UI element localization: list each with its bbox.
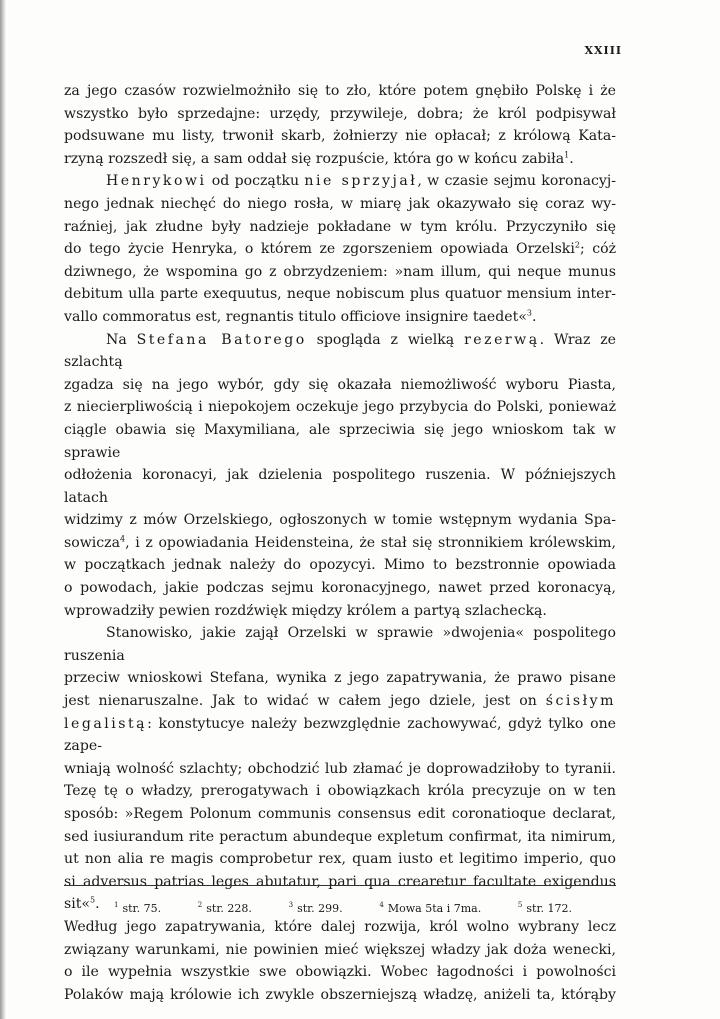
text-line — [64, 600, 616, 623]
text-line — [64, 396, 616, 419]
footnote-ref: 4 — [120, 534, 126, 544]
text-line — [64, 916, 616, 939]
text-run: podsuwane mu listy, trwonił skarb, żołnierzy nie opłacał; z królową Kata- — [64, 128, 616, 145]
text-run: od początku — [206, 173, 305, 190]
text-run: przeciw wnioskowi Stefana, wynika z jego zapatrywania, że prawo pisane — [64, 670, 616, 687]
text-line — [64, 713, 616, 758]
text-line — [64, 374, 616, 397]
text-line — [64, 125, 616, 148]
footnote-number: 2 — [197, 901, 203, 910]
text-run: nie sprzyjał — [304, 173, 418, 190]
footnote-ref: 2 — [574, 240, 580, 250]
text-line — [64, 667, 616, 690]
text-line — [64, 780, 616, 803]
text-run: sposób: »Regem Polonum communis consensus edit coronatioque declarat, — [64, 806, 616, 822]
text-run: raźniej, jak złudne były nadzieje pokładane w tym królu. Przyczyniło się — [64, 218, 616, 235]
text-run: Henrykowi — [106, 173, 207, 190]
footnote-ref: 3 — [526, 308, 532, 318]
text-line — [64, 532, 616, 555]
text-run: Polaków mają królowie ich zwykle obszerniejszą władzę, aniżeli ta, którąby — [64, 986, 616, 1003]
text-run: wszystko było sprzedajne: urzędy, przywileje, dobra; że król podpisywał — [64, 105, 616, 122]
footnote-text: str. 299. — [297, 902, 343, 915]
text-run: : konstytucye należy bezwzględnie zachowywać, gdyż tylko one zape- — [64, 715, 616, 755]
text-run: sowicza — [64, 534, 121, 551]
footnote-number: 4 — [379, 901, 384, 910]
footnote-text: str. 172. — [526, 902, 572, 915]
text-run: , i z opowiadania Heidensteina, że stał się stronnikiem królewskim, — [125, 534, 616, 551]
text-run: z niecierpliwością i niepokojem oczekuje jego przybycia do Polski, ponieważ — [64, 399, 616, 416]
body-text — [64, 80, 616, 1006]
text-line — [64, 622, 616, 667]
text-run: , w czasie sejmu koronacyj- — [417, 173, 616, 190]
text-line — [64, 939, 616, 962]
footnote — [518, 902, 572, 915]
page-number: XXIII — [584, 44, 622, 57]
text-line — [64, 577, 616, 600]
text-run: nego jednak niechęć do niego rosła, w miarę jak okazywało się coraz wy- — [64, 195, 616, 212]
text-run: o ile wypełnia wszystkie swe obowiązki. Wobec łagodności i powolności — [64, 964, 616, 981]
text-line — [64, 984, 616, 1007]
footnote-divider — [64, 885, 616, 886]
text-run: związany warunkami, nie powinien mieć większej władzy jak doża wenecki, — [64, 941, 616, 958]
text-line — [64, 848, 616, 871]
text-run: vallo commoratus est, regnantis titulo officiove insignire taedet« — [64, 308, 527, 325]
text-run: zgadza się na jego wybór, gdy się okazała niemożliwość wyboru Piasta, — [64, 376, 616, 393]
text-run: . — [569, 150, 574, 167]
footnote-text: str. 75. — [122, 902, 162, 915]
text-line — [64, 554, 616, 577]
page-edge-shadow — [0, 0, 6, 1019]
text-run: ; cóż — [579, 241, 616, 258]
text-run: ciągle obawia się Maxymiliana, ale sprzeciwia się jego wnioskom tak w sprawie — [64, 421, 616, 461]
text-line — [64, 148, 616, 171]
footnote-text: Mowa 5ta i 7ma. — [387, 902, 482, 915]
text-run: Tezę tę o władzy, prerogatywach i obowiązkach króla precyzuje on w ten — [64, 783, 616, 800]
text-run: widzimy z mów Orzelskiego, ogłoszonych w tomie wstępnym wydania Spa- — [64, 512, 616, 529]
text-line — [64, 306, 616, 329]
text-run: dziwnego, że wspomina go z obrzydzeniem: »nam illum, qui neque munus — [64, 263, 616, 280]
text-line — [64, 464, 616, 509]
text-run: . Wraz ze szlachtą — [64, 331, 617, 371]
text-run: jest nienaruszalne. Jak to widać w całem jego dziele, jest on — [64, 693, 546, 710]
text-run: si adversus patrias leges abutatur, pari qua crearetur facultate exigendus sit« — [64, 873, 616, 913]
text-line — [64, 329, 616, 374]
text-run: Na — [106, 331, 137, 348]
text-run: ut non alia re magis comprobetur rex, quam iusto et legitimo imperio, quo — [64, 851, 616, 868]
text-line — [64, 283, 616, 306]
text-line — [64, 961, 616, 984]
text-run: . — [95, 896, 100, 913]
text-run: o powodach, jakie podczas sejmu koronacyjnego, nawet przed koronacyą, — [64, 580, 616, 597]
text-line — [64, 103, 616, 126]
text-run: Według jego zapatrywania, które dalej rozwija, król wolno wybrany lecz — [64, 918, 616, 935]
footnote-number: 3 — [288, 901, 294, 910]
text-line — [64, 238, 616, 261]
text-line — [64, 509, 616, 532]
text-run: rzyną rozszedł się, a sam oddał się rozpuście, która go w końcu zabiła — [64, 150, 565, 167]
text-run: debitum ulla parte exequutus, neque nobiscum plus quatuor mensium inter- — [64, 286, 616, 303]
footnote — [289, 902, 343, 915]
text-run: sed iusiurandum rite peractum abundeque expletum confirmat, ita nimirum, — [64, 828, 616, 845]
footnote-text: str. 228. — [206, 902, 252, 915]
footnote-ref: 5 — [90, 895, 96, 905]
text-line — [64, 419, 616, 464]
text-run: Stefana Batorego — [136, 331, 307, 348]
footnote — [114, 902, 161, 915]
text-line — [64, 216, 616, 239]
footnote-number: 5 — [517, 901, 523, 910]
text-run: ścisłym — [545, 693, 616, 710]
text-line — [64, 758, 616, 781]
text-line — [64, 193, 616, 216]
text-run: odłożenia koronacyi, jak dzielenia pospolitego ruszenia. W późniejszych latach — [64, 467, 616, 506]
text-run: do tego życie Henryka, o którem ze zgorszeniem opowiada Orzelski — [64, 241, 575, 258]
footnotes — [64, 902, 616, 915]
text-run: rezerwą — [464, 331, 540, 348]
text-run: legalistą — [64, 715, 148, 732]
text-line — [64, 170, 616, 193]
text-run: wniają wolność szlachty; obchodzić lub złamać je doprowadziłoby to tyranii. — [64, 760, 616, 777]
text-run: Stanowisko, jakie zajął Orzelski w sprawie »dwojenia« pospolitego ruszenia — [64, 625, 616, 664]
footnote — [379, 902, 481, 915]
text-line — [64, 803, 616, 826]
text-run: wprowadziły pewien rozdźwięk między królem a partyą szlachecką. — [64, 602, 547, 619]
text-run: za jego czasów rozwielmożniło się to zło, które potem gnębiło Polskę i że — [64, 83, 616, 99]
text-line — [64, 261, 616, 284]
text-run: spogląda z wielką — [306, 331, 465, 348]
footnote-ref: 1 — [564, 150, 570, 160]
text-line — [64, 826, 616, 849]
text-run: . — [531, 308, 537, 325]
text-line — [64, 80, 616, 103]
footnote — [198, 902, 252, 915]
footnote-number: 1 — [114, 901, 119, 910]
text-run: w początkach jednak należy do opozycyi. Mimo to bezstronnie opowiada — [64, 557, 616, 574]
text-line — [64, 690, 616, 713]
